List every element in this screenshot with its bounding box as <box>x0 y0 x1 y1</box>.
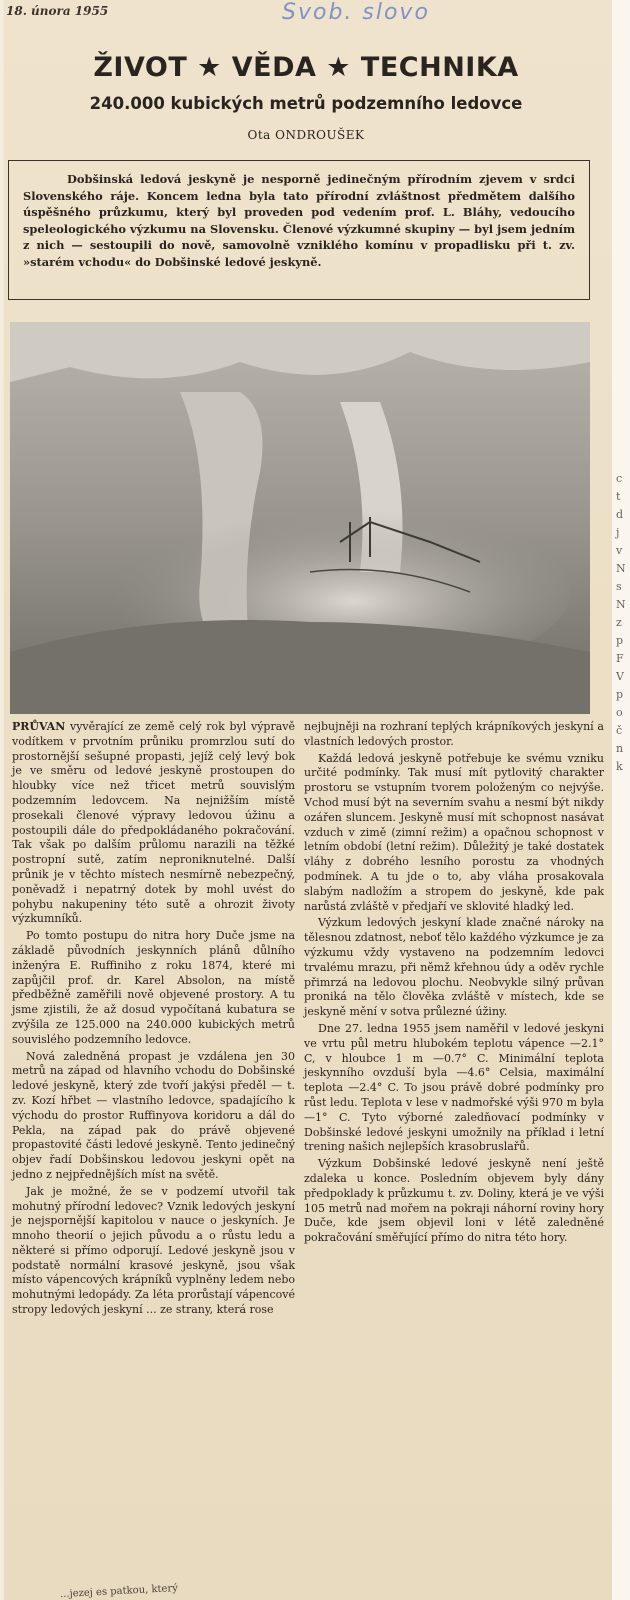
handwritten-note: Svob. slovo <box>282 0 430 25</box>
ice-cave-photo <box>10 322 590 714</box>
paragraph: Po tomto postupu do nitra hory Duče jsme na základě původních jeskynních plánů důlního inženýra E. Ruffiniho z roku 1874, které mi zapůjčil prof. dr. Karel Absolon, na místě předběžně zaměřili nově objevené prostory. A tu jsme zjistili, že až dosud vypočítaná kubatura se zvýšila ze 125.000 na 240.000 kubických metrů souvislého podzemního ledovce. <box>12 929 295 1046</box>
paragraph: Jak je možné, že se v podzemí utvořil tak mohutný přírodní ledovec? Vznik ledových jeskyní je nejspornější kapitolou v nauce o jeskyních. Je mnoho theorií o jejich původu a o růstu ledu a některé si přímo odporují. Ledové jeskyně jsou v podstatě normální krasové jeskyně, jsou však místo vápencových krápníků vyplněny ledem nebo mohutnými ledopády. Za léta prorůstají vápencové stropy ledových jeskyní ... ze strany, která rose <box>12 1184 295 1317</box>
cropped-bottom-line: ...jezej es patkou, který <box>59 1582 179 1600</box>
edge-letter: p <box>616 688 624 701</box>
edge-letter: v <box>616 544 623 557</box>
byline: Ota ONDROUŠEK <box>247 128 365 142</box>
lead-paragraph-box <box>8 160 590 300</box>
dateline: 18. února 1955 <box>6 4 109 18</box>
edge-letter: N <box>616 562 626 575</box>
edge-letter: N <box>616 598 626 611</box>
text-column-left <box>12 720 295 1320</box>
edge-letter: z <box>616 616 622 629</box>
edge-letter: j <box>616 526 620 539</box>
edge-letter: d <box>616 508 624 521</box>
headline: 240.000 kubických metrů podzemního ledovce <box>89 94 523 113</box>
edge-letter: n <box>616 742 624 755</box>
paragraph: Každá ledová jeskyně potřebuje ke svému vzniku určité podmínky. Tak musí mít pytlovitý charakter prostoru se vstupním tvorem položeným co nejvýše. Vchod musí být na severním svahu a nesmí být nikdy ozářen sluncem. Jeskyně musí mít schopnost nasávat vzduch v zimě (zimní režim) a opačnou schopnost v letním období (letní režim). Důležitý je také dostatek vláhy z dobrého lesního porostu za vhodných podmínek. A tu jde o to, aby vláha prosakovala slabým nadložím a stropem do jeskyně, kde pak narůstá zvláště v předjaří ve sklovité hladký led. <box>304 751 604 913</box>
edge-letter: t <box>616 490 621 503</box>
edge-letter: V <box>616 670 624 683</box>
paragraph: nejbujněji na rozhraní teplých krápníkových jeskyní a vlastních ledových prostor. <box>304 720 604 748</box>
ice-cave-photo-image <box>10 322 590 714</box>
section-title: ŽIVOT ★ VĚDA ★ TECHNIKA <box>93 52 519 83</box>
paragraph <box>12 720 295 927</box>
paragraph: Výzkum Dobšinské ledové jeskyně není ještě zdaleka u konce. Posledním objevem byly dány předpoklady k průzkumu t. zv. Doliny, která je ve výši 105 metrů nad mořem na pokraji náhorní roviny hory Duče, kde jsem objevil loni v létě zaledněné pokračování směřující přímo do nitra této hory. <box>304 1157 604 1245</box>
edge-letter: k <box>616 760 623 773</box>
edge-letter: c <box>616 472 623 485</box>
text-column-right <box>304 720 604 1248</box>
edge-letter: F <box>616 652 624 665</box>
paragraph: Výzkum ledových jeskyní klade značné nároky na tělesnou zdatnost, neboť tělo každého výzkumce je za výzkumu vždy vystaveno na podzemním ledovci trvalému mrazu, při němž křehnou údy a oděv rychle přimrzá na ledovou plochu. Neobvykle silný průvan proniká na tělo člověka zvláště v místech, kde se jeskyně mění v sotva průlezné úžiny. <box>304 916 604 1019</box>
edge-letter: o <box>616 706 623 719</box>
paragraph-text: vyvěrající ze země celý rok byl výpravě vodítkem v prvotním průniku promrzlou sutí do prostornější sešupné propasti, jejíž celý levý bok je ve směru od ledové jeskyně prostoupen do hloubky více než třicet metrů souvislým podzemním ledovcem. Na nejnižším místě prosekali členové výpravy ledovou úžinu a postoupili dále do předpokládaného pokračování. Tak však po dalším průlomu narazili na těžké postropní sutě, zatím neproniknutelné. Další průnik je v těchto místech nesmírně nebezpečný, poněvadž i nepatrný dotek by mohl uvést do pohybu nakupeniny této sutě a ohrozit životy výzkumníků. <box>12 720 295 926</box>
paragraph: Dne 27. ledna 1955 jsem naměřil v ledové jeskyni ve vrtu půl metru hlubokém teplotu vápence —2.1° C, v hloubce 1 m —0.7° C. Minimální teplota jeskynního ovzduší byla —4.6° Celsia, maximální teplota —2.4° C. To jsou právě dobré podmínky pro růst ledu. Teplota v lese v nadmořské výši 970 m byla —1° C. Tyto výborné zaledňovací podmínky v Dobšinské ledové jeskyni umožnily na příklad i letní trening našich nejlepších krasobruslařů. <box>304 1021 604 1154</box>
neighbor-column-edge <box>612 0 630 1600</box>
neighbor-column-fragments <box>616 470 628 776</box>
lead-word: PRŮVAN <box>12 720 66 733</box>
lead-paragraph: Dobšinská ledová jeskyně je nesporně jedinečným přírodním zjevem v srdci Slovenského ráje. Koncem ledna byla tato přírodní zvláštnost předmětem dalšího úspěšného průzkumu, který byl proveden pod vedením prof. L. Bláhy, vedoucího speleologického výzkumu na Slovensku. Členové výzkumné skupiny — byl jsem jedním z nich — sestoupili do nově, samovolně vzniklého komínu v propadlisku při t. zv. »starém vchodu« do Dobšinské ledové jeskyně. <box>23 172 575 269</box>
edge-letter: s <box>616 580 622 593</box>
edge-letter: č <box>616 724 623 737</box>
edge-letter: p <box>616 634 624 647</box>
paragraph: Nová zaledněná propast je vzdálena jen 30 metrů na západ od hlavního vchodu do Dobšinské ledové jeskyně, který zde tvoří jakýsi předěl — t. zv. Kozí hřbet — vlastního ledovce, spadajícího k východu do prostor Ruffinyova koridoru a dál do Pekla, na západ pak do právě objevené propastovité části ledové jeskyně. Tento jedinečný objev řadí Dobšinskou ledovou jeskyni opět na jedno z nejpřednějších míst na světě. <box>12 1049 295 1181</box>
